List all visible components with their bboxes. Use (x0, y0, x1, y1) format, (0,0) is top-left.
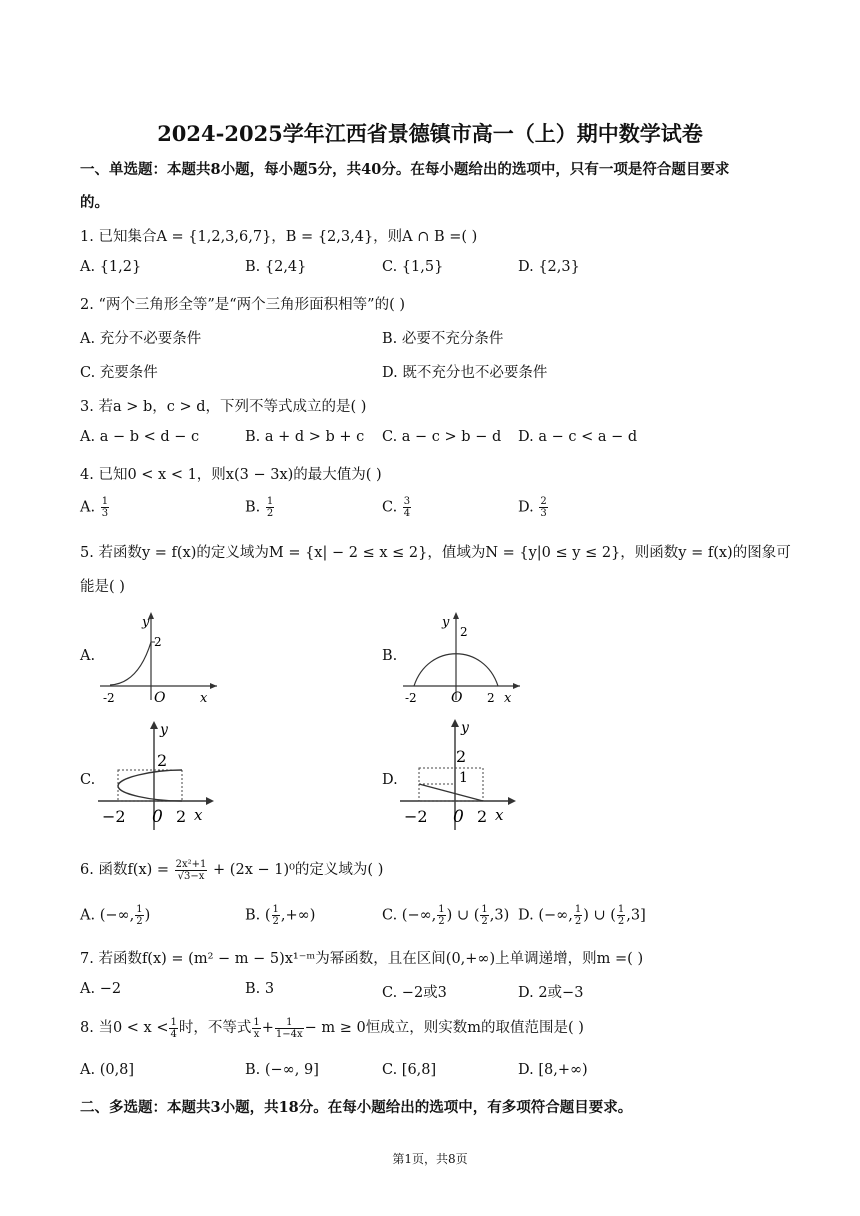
half-fraction (437, 904, 445, 927)
fraction-denominator: 2 (136, 916, 143, 927)
q2-option-a: A. 充分不必要条件 (80, 331, 202, 347)
fraction-numerator: 1 (170, 1016, 177, 1028)
fraction-denominator: 4 (403, 508, 411, 519)
q6-option-a-pre: A. (−∞, (80, 907, 135, 924)
q8-stem-pre: 8. 当0 < x < (80, 1020, 169, 1036)
fraction-numerator: 1 (272, 904, 279, 915)
fraction-denominator: 2 (266, 508, 274, 519)
q2-option-b: B. 必要不充分条件 (382, 331, 504, 347)
graph-a-tick-neg2: -2 (103, 691, 115, 703)
q5-option-a-label: A. (80, 648, 96, 664)
q5-graph-a (95, 608, 225, 703)
q8-option-b: B. (−∞, 9] (245, 1062, 319, 1078)
section-1-heading: 一、单选题：本题共8小题，每小题5分，共40分。在每小题给出的选项中，只有一项是符合题目要求 (80, 161, 730, 178)
q6-stem-post: + (2x − 1)⁰的定义域为( ) (213, 862, 384, 878)
graph-b-origin: O (451, 690, 463, 703)
q8-plus: + (261, 1020, 274, 1036)
q2-option-d: D. 既不充分也不必要条件 (382, 365, 548, 381)
q4-option-c-fraction (403, 496, 411, 519)
graph-a-tick-2: 2 (154, 635, 162, 649)
graph-a-x-label: x (200, 691, 208, 703)
section-1-heading-cont: 的。 (80, 194, 109, 211)
q2-stem: 2. “两个三角形全等”是“两个三角形面积相等”的( ) (80, 297, 406, 313)
q5-option-d-label: D. (382, 772, 398, 788)
graph-b-y-label: y (442, 615, 450, 630)
graph-d-tick-pos2: 2 (477, 807, 488, 826)
fraction-denominator: 2 (617, 916, 625, 927)
q8-option-d: D. [8,+∞) (518, 1062, 588, 1078)
fraction-denominator: 3 (540, 508, 547, 519)
q4-option-c (382, 496, 412, 519)
graph-c-y-label: y (160, 722, 168, 738)
q6-option-c (382, 904, 509, 927)
fraction-numerator: 1 (136, 904, 143, 915)
graph-d-x-label: x (495, 806, 504, 824)
q1-option-b: B. {2,4} (245, 259, 307, 275)
q6-fraction (175, 859, 208, 882)
q8-stem-mid: 时，不等式 (178, 1020, 252, 1036)
q6-option-d-pre: D. (−∞, (518, 907, 573, 924)
graph-b-tick-neg2: -2 (405, 691, 417, 703)
page-footer: 第1页，共8页 (392, 1152, 468, 1166)
graph-d-tick-1: 1 (459, 770, 468, 786)
q4-option-b (245, 496, 275, 519)
q8-stem-post: − m ≥ 0恒成立，则实数m的取值范围是( ) (304, 1020, 584, 1036)
q6-option-c-post: ,3) (489, 907, 510, 924)
graph-b-tick-2: 2 (460, 625, 468, 639)
fraction-denominator: 2 (272, 916, 279, 927)
graph-a-y-label: y (142, 615, 150, 630)
q7-option-d: D. 2或−3 (518, 985, 584, 1001)
fraction-numerator: 1 (266, 496, 274, 507)
fraction-numerator: 2 (540, 496, 547, 507)
fraction-numerator: 1 (275, 1017, 304, 1029)
q6-option-c-mid: ) ∪ ( (446, 907, 480, 924)
q3-option-c: C. a − c > b − d (382, 429, 502, 445)
graph-d-origin: 0 (453, 807, 464, 827)
q6-option-b-pre: B. ( (245, 907, 271, 924)
q5-option-b-label: B. (382, 648, 398, 664)
q6-option-d-mid: ) ∪ ( (583, 907, 616, 924)
graph-c-tick-pos2: 2 (176, 807, 187, 826)
q6-option-b-post: ,+∞) (280, 907, 316, 924)
q5-graph-c (96, 718, 221, 833)
graph-b-tick-pos2: 2 (487, 691, 495, 703)
q7-option-a: A. −2 (80, 981, 122, 997)
fraction-denominator: 2 (481, 916, 488, 927)
q1-option-d: D. {2,3} (518, 259, 580, 275)
graph-d-tick-2: 2 (456, 747, 467, 766)
q7-option-c: C. −2或3 (382, 985, 447, 1001)
half-fraction (135, 904, 143, 927)
q4-option-c-label: C. (382, 499, 398, 516)
q6-option-a-post: ) (144, 907, 151, 924)
fraction-numerator: 1 (481, 904, 488, 915)
graph-c-origin: 0 (152, 807, 163, 827)
graph-c-tick-neg2: −2 (102, 807, 126, 826)
q4-option-b-label: B. (245, 499, 261, 516)
half-fraction (272, 904, 280, 927)
q3-option-a: A. a − b < d − c (80, 429, 200, 445)
q4-option-a-label: A. (80, 499, 96, 516)
fraction-denominator: x (253, 1028, 260, 1040)
half-fraction (574, 904, 582, 927)
half-fraction (617, 904, 625, 927)
q1-option-c: C. {1,5} (382, 259, 444, 275)
q4-option-b-fraction (266, 496, 274, 519)
graph-d-tick-neg2: −2 (404, 807, 428, 826)
q1-stem: 1. 已知集合A = {1,2,3,6,7}，B = {2,3,4}，则A ∩ B =( ) (80, 229, 478, 245)
page-title: 2024-2025学年江西省景德镇市高一（上）期中数学试卷 (157, 121, 703, 146)
fraction-numerator: 1 (574, 904, 582, 915)
q6-option-d-post: ,3] (626, 907, 646, 924)
graph-c-x-label: x (194, 806, 203, 824)
q3-stem: 3. 若a > b，c > d，下列不等式成立的是( ) (80, 399, 367, 415)
q4-stem: 4. 已知0 < x < 1，则x(3 − 3x)的最大值为( ) (80, 467, 382, 483)
q4-option-d-fraction (539, 496, 547, 519)
q6-option-a (80, 904, 150, 927)
q6-option-d (518, 904, 646, 927)
fraction-denominator: 1−4x (275, 1028, 303, 1040)
q6-stem-pre: 6. 函数f(x) = (80, 862, 170, 878)
q6-option-c-pre: C. (−∞, (382, 907, 437, 924)
fraction-numerator: 2x²+1 (175, 858, 207, 870)
fraction-denominator: 4 (170, 1028, 177, 1040)
fraction-numerator: 1 (617, 904, 625, 915)
q3-option-b: B. a + d > b + c (245, 429, 365, 445)
q5-graph-b (398, 608, 528, 703)
q8-stem (80, 1016, 584, 1040)
q1-option-a: A. {1,2} (80, 259, 142, 275)
q8-quarter-fraction (169, 1017, 177, 1040)
fraction-denominator: 3 (101, 508, 109, 519)
q8-second-fraction (275, 1017, 304, 1040)
fraction-numerator: 1 (253, 1016, 260, 1028)
q4-option-d (518, 496, 549, 519)
q8-option-c: C. [6,8] (382, 1062, 437, 1078)
q4-option-a-fraction (101, 496, 109, 519)
graph-c-tick-2: 2 (157, 751, 168, 770)
q7-option-b: B. 3 (245, 981, 275, 997)
fraction-denominator: 2 (438, 916, 445, 927)
q7-stem: 7. 若函数f(x) = (m² − m − 5)x¹⁻ᵐ为幂函数，且在区间(0,+∞)上单调递增，则m =( ) (80, 951, 644, 967)
q5-stem-cont: 能是( ) (80, 579, 125, 595)
q6-stem (80, 858, 383, 882)
q5-stem: 5. 若函数y = f(x)的定义域为M = {x| − 2 ≤ x ≤ 2}，值域为N = {y|0 ≤ y ≤ 2}，则函数y = f(x)的图象可 (80, 545, 791, 561)
fraction-denominator: 2 (574, 916, 582, 927)
half-fraction (480, 904, 488, 927)
q4-option-a (80, 496, 110, 519)
q6-option-b (245, 904, 315, 927)
fraction-denominator: √3−x (177, 870, 205, 882)
section-2-heading: 二、多选题：本题共3小题，共18分。在每小题给出的选项中，有多项符合题目要求。 (80, 1099, 633, 1116)
q4-option-d-label: D. (518, 499, 534, 516)
fraction-numerator: 3 (403, 496, 411, 507)
q3-option-d: D. a − c < a − d (518, 429, 638, 445)
q2-option-c: C. 充要条件 (80, 365, 158, 381)
q8-option-a: A. (0,8] (80, 1062, 135, 1078)
fraction-numerator: 1 (101, 496, 109, 507)
fraction-numerator: 1 (438, 904, 445, 915)
q5-graph-d (398, 716, 523, 833)
q5-option-c-label: C. (80, 772, 96, 788)
graph-a-origin: O (154, 690, 166, 703)
graph-d-y-label: y (461, 720, 469, 736)
graph-b-x-label: x (504, 691, 512, 703)
q8-reciprocal-x-fraction (252, 1017, 260, 1040)
